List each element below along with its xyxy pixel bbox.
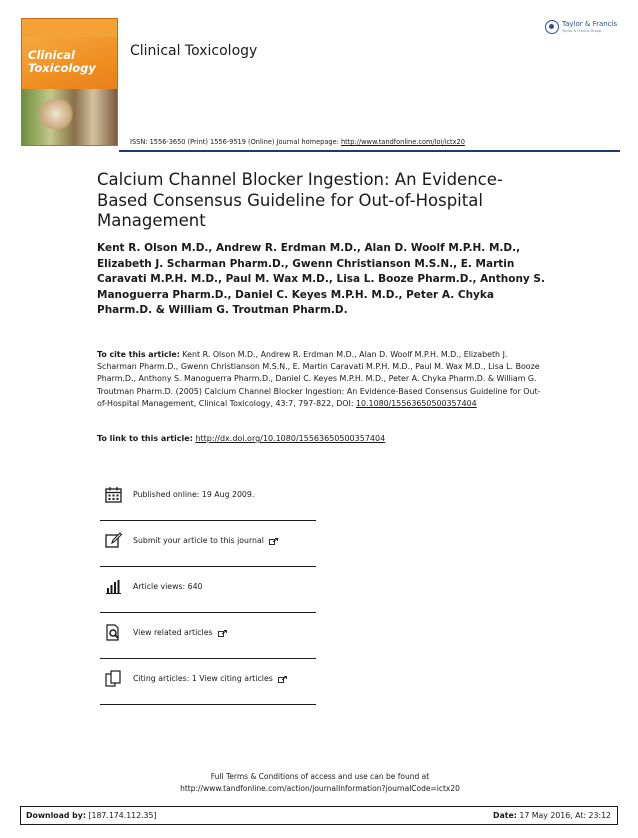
terms-line: Full Terms & Conditions of access and use can be found at [210, 772, 430, 781]
download-date [493, 811, 611, 820]
cover-photo [22, 89, 117, 145]
publisher-logo[interactable] [545, 20, 625, 40]
journal-homepage-link[interactable]: http://www.tandfonline.com/loi/ictx20 [340, 138, 465, 146]
citing-articles-link[interactable]: Citing articles: 1 View citing articles [133, 674, 273, 683]
submit-article-link[interactable]: Submit your article to this journal [133, 536, 264, 545]
action-submit-article[interactable] [100, 521, 316, 567]
cover-title-line2: Toxicology [28, 61, 96, 75]
cite-label: To cite this article: [97, 350, 180, 359]
download-label: Download by: [26, 811, 86, 820]
date-value: 17 May 2016, At: 23:12 [519, 811, 611, 820]
journal-cover-image [21, 18, 118, 146]
article-authors: Kent R. Olson M.D., Andrew R. Erdman M.D., Alan D. Woolf M.P.H. M.D., Elizabeth J. Scharman Pharm.D., Gwenn Christianson M.S.N., E. Martin Caravati M.P.H. M.D., Paul M. Wax M.D., Lisa L. Booze Pharm.D., Anthony S. Manoguerra Pharm.D., Daniel C. Keyes M.P.H. M.D., Peter A. Chyka Pharm.D. & William G. Troutman Pharm.D. [97, 242, 545, 316]
action-label [133, 674, 287, 683]
external-link-icon [278, 676, 287, 683]
action-label [133, 536, 278, 545]
edit-icon [105, 532, 122, 549]
publisher-logo-mark [545, 20, 559, 34]
external-link-icon [218, 630, 227, 637]
bar-chart-icon [105, 578, 122, 595]
download-value: [187.174.112.35] [88, 811, 157, 820]
citation-block [97, 349, 542, 410]
cover-title [28, 49, 96, 75]
related-articles-link[interactable]: View related articles [133, 628, 213, 637]
header-divider [119, 150, 620, 152]
download-info-bar [20, 806, 618, 825]
article-link-line [97, 434, 385, 443]
cite-text: Kent R. Olson M.D., Andrew R. Erdman M.D., Alan D. Woolf M.P.H. M.D., Elizabeth J. Scharman Pharm.D., Gwenn Christianson M.S.N., E. Martin Caravati M.P.H. M.D., Paul M. Wax M.D., Lisa L. Booze Pharm.D., Anthony S. Manoguerra Pharm.D., Daniel C. Keyes M.P.H. M.D., Peter A. Chyka Pharm.D. & William G. Troutman Pharm.D. (2005) Calcium Channel Blocker Ingestion: An Evidence-Based Consensus Guideline for Out-of-Hospital Management, Clinical Toxicology, 43:7, 797-822, DOI: [97, 350, 541, 408]
action-citing-articles[interactable] [100, 659, 316, 705]
cover-title-line1: Clinical [28, 48, 75, 62]
calendar-icon [105, 486, 122, 503]
download-by [26, 811, 157, 820]
issn-line [130, 138, 465, 146]
article-actions-list [100, 475, 316, 705]
action-published [100, 475, 316, 521]
date-label: Date: [493, 811, 517, 820]
external-link-icon [269, 538, 278, 545]
publisher-logo-subtext: Taylor & Francis Group [562, 29, 602, 33]
link-label: To link to this article: [97, 434, 193, 443]
cite-doi-link[interactable]: 10.1080/15563650500357404 [356, 398, 477, 408]
search-doc-icon [105, 624, 122, 641]
issn-text: ISSN: 1556-3650 (Print) 1556-9519 (Online) Journal homepage: [130, 138, 339, 146]
action-label [133, 628, 227, 637]
action-label: Published online: 19 Aug 2009. [133, 490, 255, 499]
copy-icon [105, 670, 122, 687]
action-related-articles[interactable] [100, 613, 316, 659]
terms-url-link[interactable]: http://www.tandfonline.com/action/journalInformation?journalCode=ictx20 [180, 784, 460, 793]
journal-name: Clinical Toxicology [130, 43, 258, 59]
terms-notice [100, 771, 540, 795]
article-doi-link[interactable]: http://dx.doi.org/10.1080/15563650500357404 [195, 434, 386, 443]
action-article-views [100, 567, 316, 613]
cover-band [22, 19, 117, 37]
publisher-logo-text: Taylor & Francis [562, 20, 618, 28]
action-label: Article views: 640 [133, 582, 203, 591]
article-title: Calcium Channel Blocker Ingestion: An Evidence-Based Consensus Guideline for Out-of-Hospital Management [97, 170, 503, 230]
